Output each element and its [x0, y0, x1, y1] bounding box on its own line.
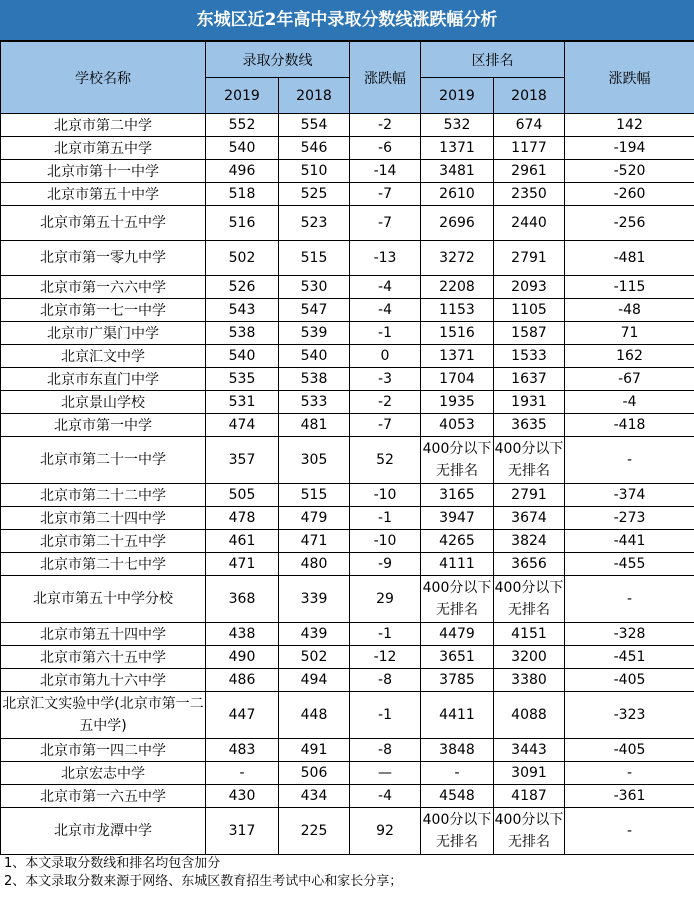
cell-score-change: -7 [350, 414, 421, 437]
cell-rank-change: -520 [565, 160, 694, 183]
table-body [1, 114, 694, 855]
cell-score-change: -4 [350, 276, 421, 299]
table-row [1, 322, 694, 345]
header-score-2018: 2018 [279, 78, 350, 114]
cell-rank-2018: 4151 [494, 623, 565, 646]
cell-school-name: 北京市第一中学 [1, 414, 206, 437]
cell-rank-2019: 1153 [421, 299, 494, 322]
cell-school-name: 北京市第五中学 [1, 137, 206, 160]
cell-rank-2019: 3481 [421, 160, 494, 183]
cell-score-2018: 339 [279, 576, 350, 623]
cell-score-2018: 471 [279, 530, 350, 553]
table-row [1, 484, 694, 507]
cell-score-change: -13 [350, 241, 421, 276]
table-row [1, 206, 694, 241]
cell-score-change: -4 [350, 785, 421, 808]
cell-rank-2018: 4187 [494, 785, 565, 808]
cell-school-name: 北京市第二中学 [1, 114, 206, 137]
cell-score-2018: 523 [279, 206, 350, 241]
table-row [1, 507, 694, 530]
cell-score-2019: - [206, 762, 279, 785]
cell-school-name: 北京市第一六五中学 [1, 785, 206, 808]
cell-rank-2019: 1371 [421, 345, 494, 368]
cell-rank-2019: 1516 [421, 322, 494, 345]
cell-score-2018: 434 [279, 785, 350, 808]
cell-score-2018: 554 [279, 114, 350, 137]
cell-rank-change: -405 [565, 669, 694, 692]
cell-score-change: -2 [350, 391, 421, 414]
table-row [1, 623, 694, 646]
cell-rank-change: - [565, 576, 694, 623]
cell-school-name: 北京市第十一中学 [1, 160, 206, 183]
cell-school-name: 北京市第二十二中学 [1, 484, 206, 507]
cell-score-2019: 490 [206, 646, 279, 669]
cell-rank-2018: 3824 [494, 530, 565, 553]
cell-rank-2019: 3272 [421, 241, 494, 276]
cell-score-2018: 494 [279, 669, 350, 692]
cell-rank-change: -273 [565, 507, 694, 530]
cell-rank-change: -48 [565, 299, 694, 322]
cell-rank-2019: 4265 [421, 530, 494, 553]
cell-school-name: 北京市第一零九中学 [1, 241, 206, 276]
cell-rank-change: 162 [565, 345, 694, 368]
cell-rank-2018: 1533 [494, 345, 565, 368]
cell-school-name: 北京宏志中学 [1, 762, 206, 785]
cell-rank-2019: 3848 [421, 739, 494, 762]
note-item: 2、本文录取分数来源于网络、东城区教育招生考试中心和家长分享； [4, 874, 403, 889]
cell-score-2018: 515 [279, 241, 350, 276]
cell-rank-2018: 1177 [494, 137, 565, 160]
table-row [1, 183, 694, 206]
cell-score-2019: 357 [206, 437, 279, 484]
table-row [1, 669, 694, 692]
cell-rank-change: - [565, 808, 694, 855]
cell-score-change: -4 [350, 299, 421, 322]
cell-score-2018: 547 [279, 299, 350, 322]
table-row [1, 739, 694, 762]
table-row [1, 160, 694, 183]
cell-rank-2018: 400分以下无排名 [494, 808, 565, 855]
cell-score-2018: 540 [279, 345, 350, 368]
table-row [1, 692, 694, 739]
cell-score-2019: 486 [206, 669, 279, 692]
cell-rank-2018: 1105 [494, 299, 565, 322]
cell-rank-2018: 3380 [494, 669, 565, 692]
cell-rank-2019: 4053 [421, 414, 494, 437]
cell-score-2018: 533 [279, 391, 350, 414]
table-row [1, 299, 694, 322]
cell-score-change: 29 [350, 576, 421, 623]
cell-score-2019: 461 [206, 530, 279, 553]
cell-score-2018: 546 [279, 137, 350, 160]
cell-score-2018: 502 [279, 646, 350, 669]
cell-school-name: 北京市广渠门中学 [1, 322, 206, 345]
cell-score-2018: 539 [279, 322, 350, 345]
table-row [1, 276, 694, 299]
cell-score-2019: 496 [206, 160, 279, 183]
cell-score-change: -3 [350, 368, 421, 391]
cell-rank-change: -361 [565, 785, 694, 808]
cell-rank-2019: 400分以下无排名 [421, 808, 494, 855]
table-row [1, 530, 694, 553]
cell-rank-2019: 1935 [421, 391, 494, 414]
cell-rank-2019: 3785 [421, 669, 494, 692]
cell-school-name: 北京市第九十六中学 [1, 669, 206, 692]
cell-score-change: -1 [350, 623, 421, 646]
cell-score-2019: 531 [206, 391, 279, 414]
cell-rank-2018: 3674 [494, 507, 565, 530]
cell-score-2018: 515 [279, 484, 350, 507]
header-rank-group: 区排名 [421, 42, 565, 78]
cell-rank-2018: 400分以下无排名 [494, 576, 565, 623]
cell-score-2019: 502 [206, 241, 279, 276]
table-row [1, 137, 694, 160]
cell-score-2019: 526 [206, 276, 279, 299]
cell-score-2018: 439 [279, 623, 350, 646]
cell-school-name: 北京市第六十五中学 [1, 646, 206, 669]
cell-rank-change: -115 [565, 276, 694, 299]
header-rank-change: 涨跌幅 [565, 42, 694, 114]
cell-score-change: -8 [350, 669, 421, 692]
cell-score-2019: 317 [206, 808, 279, 855]
cell-score-2018: 530 [279, 276, 350, 299]
cell-score-change: 92 [350, 808, 421, 855]
table-row [1, 762, 694, 785]
note-item: 1、本文录取分数线和排名均包含加分 [4, 856, 221, 871]
cell-rank-change: 142 [565, 114, 694, 137]
table-title: 东城区近2年高中录取分数线涨跌幅分析 [0, 0, 694, 41]
table-row [1, 553, 694, 576]
cell-rank-change: -256 [565, 206, 694, 241]
cell-rank-2018: 1931 [494, 391, 565, 414]
cell-school-name: 北京市第一七一中学 [1, 299, 206, 322]
cell-school-name: 北京景山学校 [1, 391, 206, 414]
cell-score-2018: 525 [279, 183, 350, 206]
cell-rank-change: -441 [565, 530, 694, 553]
cell-rank-change: -323 [565, 692, 694, 739]
cell-rank-2018: 3635 [494, 414, 565, 437]
cell-rank-2019: 400分以下无排名 [421, 576, 494, 623]
cell-score-change: -7 [350, 183, 421, 206]
cell-score-2019: 543 [206, 299, 279, 322]
cell-score-2019: 518 [206, 183, 279, 206]
cell-rank-2018: 4088 [494, 692, 565, 739]
cell-rank-change: -328 [565, 623, 694, 646]
cell-score-change: 52 [350, 437, 421, 484]
cell-rank-2019: 3651 [421, 646, 494, 669]
cell-score-2019: 505 [206, 484, 279, 507]
cell-score-change: -12 [350, 646, 421, 669]
cell-score-2019: 447 [206, 692, 279, 739]
cell-score-change: — [350, 762, 421, 785]
cell-school-name: 北京市第一四二中学 [1, 739, 206, 762]
cell-rank-2018: 1637 [494, 368, 565, 391]
cell-school-name: 北京汇文实验中学(北京市第一二 五中学) [1, 692, 206, 739]
table-row [1, 808, 694, 855]
cell-rank-2018: 2791 [494, 484, 565, 507]
cell-rank-2019: 2208 [421, 276, 494, 299]
cell-score-2018: 305 [279, 437, 350, 484]
cell-rank-2019: 4479 [421, 623, 494, 646]
cell-score-2019: 478 [206, 507, 279, 530]
cell-school-name: 北京市第五十五中学 [1, 206, 206, 241]
cell-score-2019: 552 [206, 114, 279, 137]
header-school: 学校名称 [1, 42, 206, 114]
cell-school-name: 北京市第五十中学 [1, 183, 206, 206]
table-row [1, 391, 694, 414]
cell-score-change: -14 [350, 160, 421, 183]
cell-score-2018: 448 [279, 692, 350, 739]
cell-score-2018: 481 [279, 414, 350, 437]
cell-rank-2018: 2961 [494, 160, 565, 183]
cell-rank-change: -451 [565, 646, 694, 669]
cell-rank-2018: 1587 [494, 322, 565, 345]
cell-rank-2018: 3091 [494, 762, 565, 785]
cell-rank-2018: 400分以下无排名 [494, 437, 565, 484]
table-row [1, 646, 694, 669]
cell-rank-2019: 4548 [421, 785, 494, 808]
score-table [0, 41, 694, 855]
cell-school-name: 北京市第二十四中学 [1, 507, 206, 530]
table-row [1, 368, 694, 391]
table-row [1, 114, 694, 137]
cell-rank-2018: 2791 [494, 241, 565, 276]
cell-score-change: -2 [350, 114, 421, 137]
cell-rank-2018: 2350 [494, 183, 565, 206]
cell-score-2019: 540 [206, 345, 279, 368]
header-rank-2018: 2018 [494, 78, 565, 114]
cell-rank-2018: 3656 [494, 553, 565, 576]
cell-score-2019: 516 [206, 206, 279, 241]
cell-score-2019: 368 [206, 576, 279, 623]
cell-rank-2019: 4111 [421, 553, 494, 576]
cell-rank-change: -455 [565, 553, 694, 576]
cell-rank-2019: 3947 [421, 507, 494, 530]
cell-rank-2019: 2610 [421, 183, 494, 206]
table-row [1, 576, 694, 623]
table-row [1, 437, 694, 484]
cell-score-change: -10 [350, 484, 421, 507]
table-row [1, 785, 694, 808]
cell-score-2018: 491 [279, 739, 350, 762]
cell-rank-change: -405 [565, 739, 694, 762]
header-score-group: 录取分数线 [206, 42, 350, 78]
header-score-change: 涨跌幅 [350, 42, 421, 114]
cell-score-2019: 535 [206, 368, 279, 391]
cell-rank-change: -374 [565, 484, 694, 507]
table-row [1, 414, 694, 437]
cell-rank-2019: 400分以下无排名 [421, 437, 494, 484]
cell-score-2019: 474 [206, 414, 279, 437]
cell-rank-2019: 1704 [421, 368, 494, 391]
cell-school-name: 北京汇文中学 [1, 345, 206, 368]
cell-school-name: 北京市第二十五中学 [1, 530, 206, 553]
header-score-2019: 2019 [206, 78, 279, 114]
table-row [1, 241, 694, 276]
cell-score-2018: 480 [279, 553, 350, 576]
cell-school-name: 北京市第五十四中学 [1, 623, 206, 646]
cell-score-2018: 225 [279, 808, 350, 855]
cell-score-2018: 538 [279, 368, 350, 391]
cell-score-change: -1 [350, 322, 421, 345]
cell-rank-change: -4 [565, 391, 694, 414]
cell-rank-change: -481 [565, 241, 694, 276]
cell-school-name: 北京市龙潭中学 [1, 808, 206, 855]
cell-score-2018: 479 [279, 507, 350, 530]
cell-score-change: -6 [350, 137, 421, 160]
cell-rank-2019: 1371 [421, 137, 494, 160]
table-row [1, 345, 694, 368]
cell-score-change: -1 [350, 692, 421, 739]
cell-rank-2019: 532 [421, 114, 494, 137]
cell-rank-2019: 4411 [421, 692, 494, 739]
cell-rank-2018: 3200 [494, 646, 565, 669]
cell-rank-2018: 3443 [494, 739, 565, 762]
cell-score-change: 0 [350, 345, 421, 368]
cell-rank-2019: 3165 [421, 484, 494, 507]
cell-rank-change: -418 [565, 414, 694, 437]
cell-score-2019: 471 [206, 553, 279, 576]
cell-score-change: -8 [350, 739, 421, 762]
cell-rank-2018: 674 [494, 114, 565, 137]
cell-score-change: -1 [350, 507, 421, 530]
cell-rank-change: - [565, 437, 694, 484]
cell-rank-change: -260 [565, 183, 694, 206]
cell-score-2019: 438 [206, 623, 279, 646]
cell-score-2019: 483 [206, 739, 279, 762]
cell-score-change: -7 [350, 206, 421, 241]
cell-school-name: 北京市第一六六中学 [1, 276, 206, 299]
notes [0, 855, 694, 891]
cell-school-name: 北京市第二十一中学 [1, 437, 206, 484]
cell-rank-change: -67 [565, 368, 694, 391]
cell-rank-2018: 2440 [494, 206, 565, 241]
cell-rank-2018: 2093 [494, 276, 565, 299]
cell-score-2018: 506 [279, 762, 350, 785]
cell-rank-2019: - [421, 762, 494, 785]
cell-rank-2019: 2696 [421, 206, 494, 241]
cell-score-change: -10 [350, 530, 421, 553]
cell-score-change: -9 [350, 553, 421, 576]
cell-score-2019: 540 [206, 137, 279, 160]
cell-score-2018: 510 [279, 160, 350, 183]
cell-school-name: 北京市第五十中学分校 [1, 576, 206, 623]
cell-score-2019: 430 [206, 785, 279, 808]
header-rank-2019: 2019 [421, 78, 494, 114]
cell-school-name: 北京市东直门中学 [1, 368, 206, 391]
cell-rank-change: - [565, 762, 694, 785]
cell-score-2019: 538 [206, 322, 279, 345]
cell-rank-change: 71 [565, 322, 694, 345]
cell-rank-change: -194 [565, 137, 694, 160]
cell-school-name: 北京市第二十七中学 [1, 553, 206, 576]
